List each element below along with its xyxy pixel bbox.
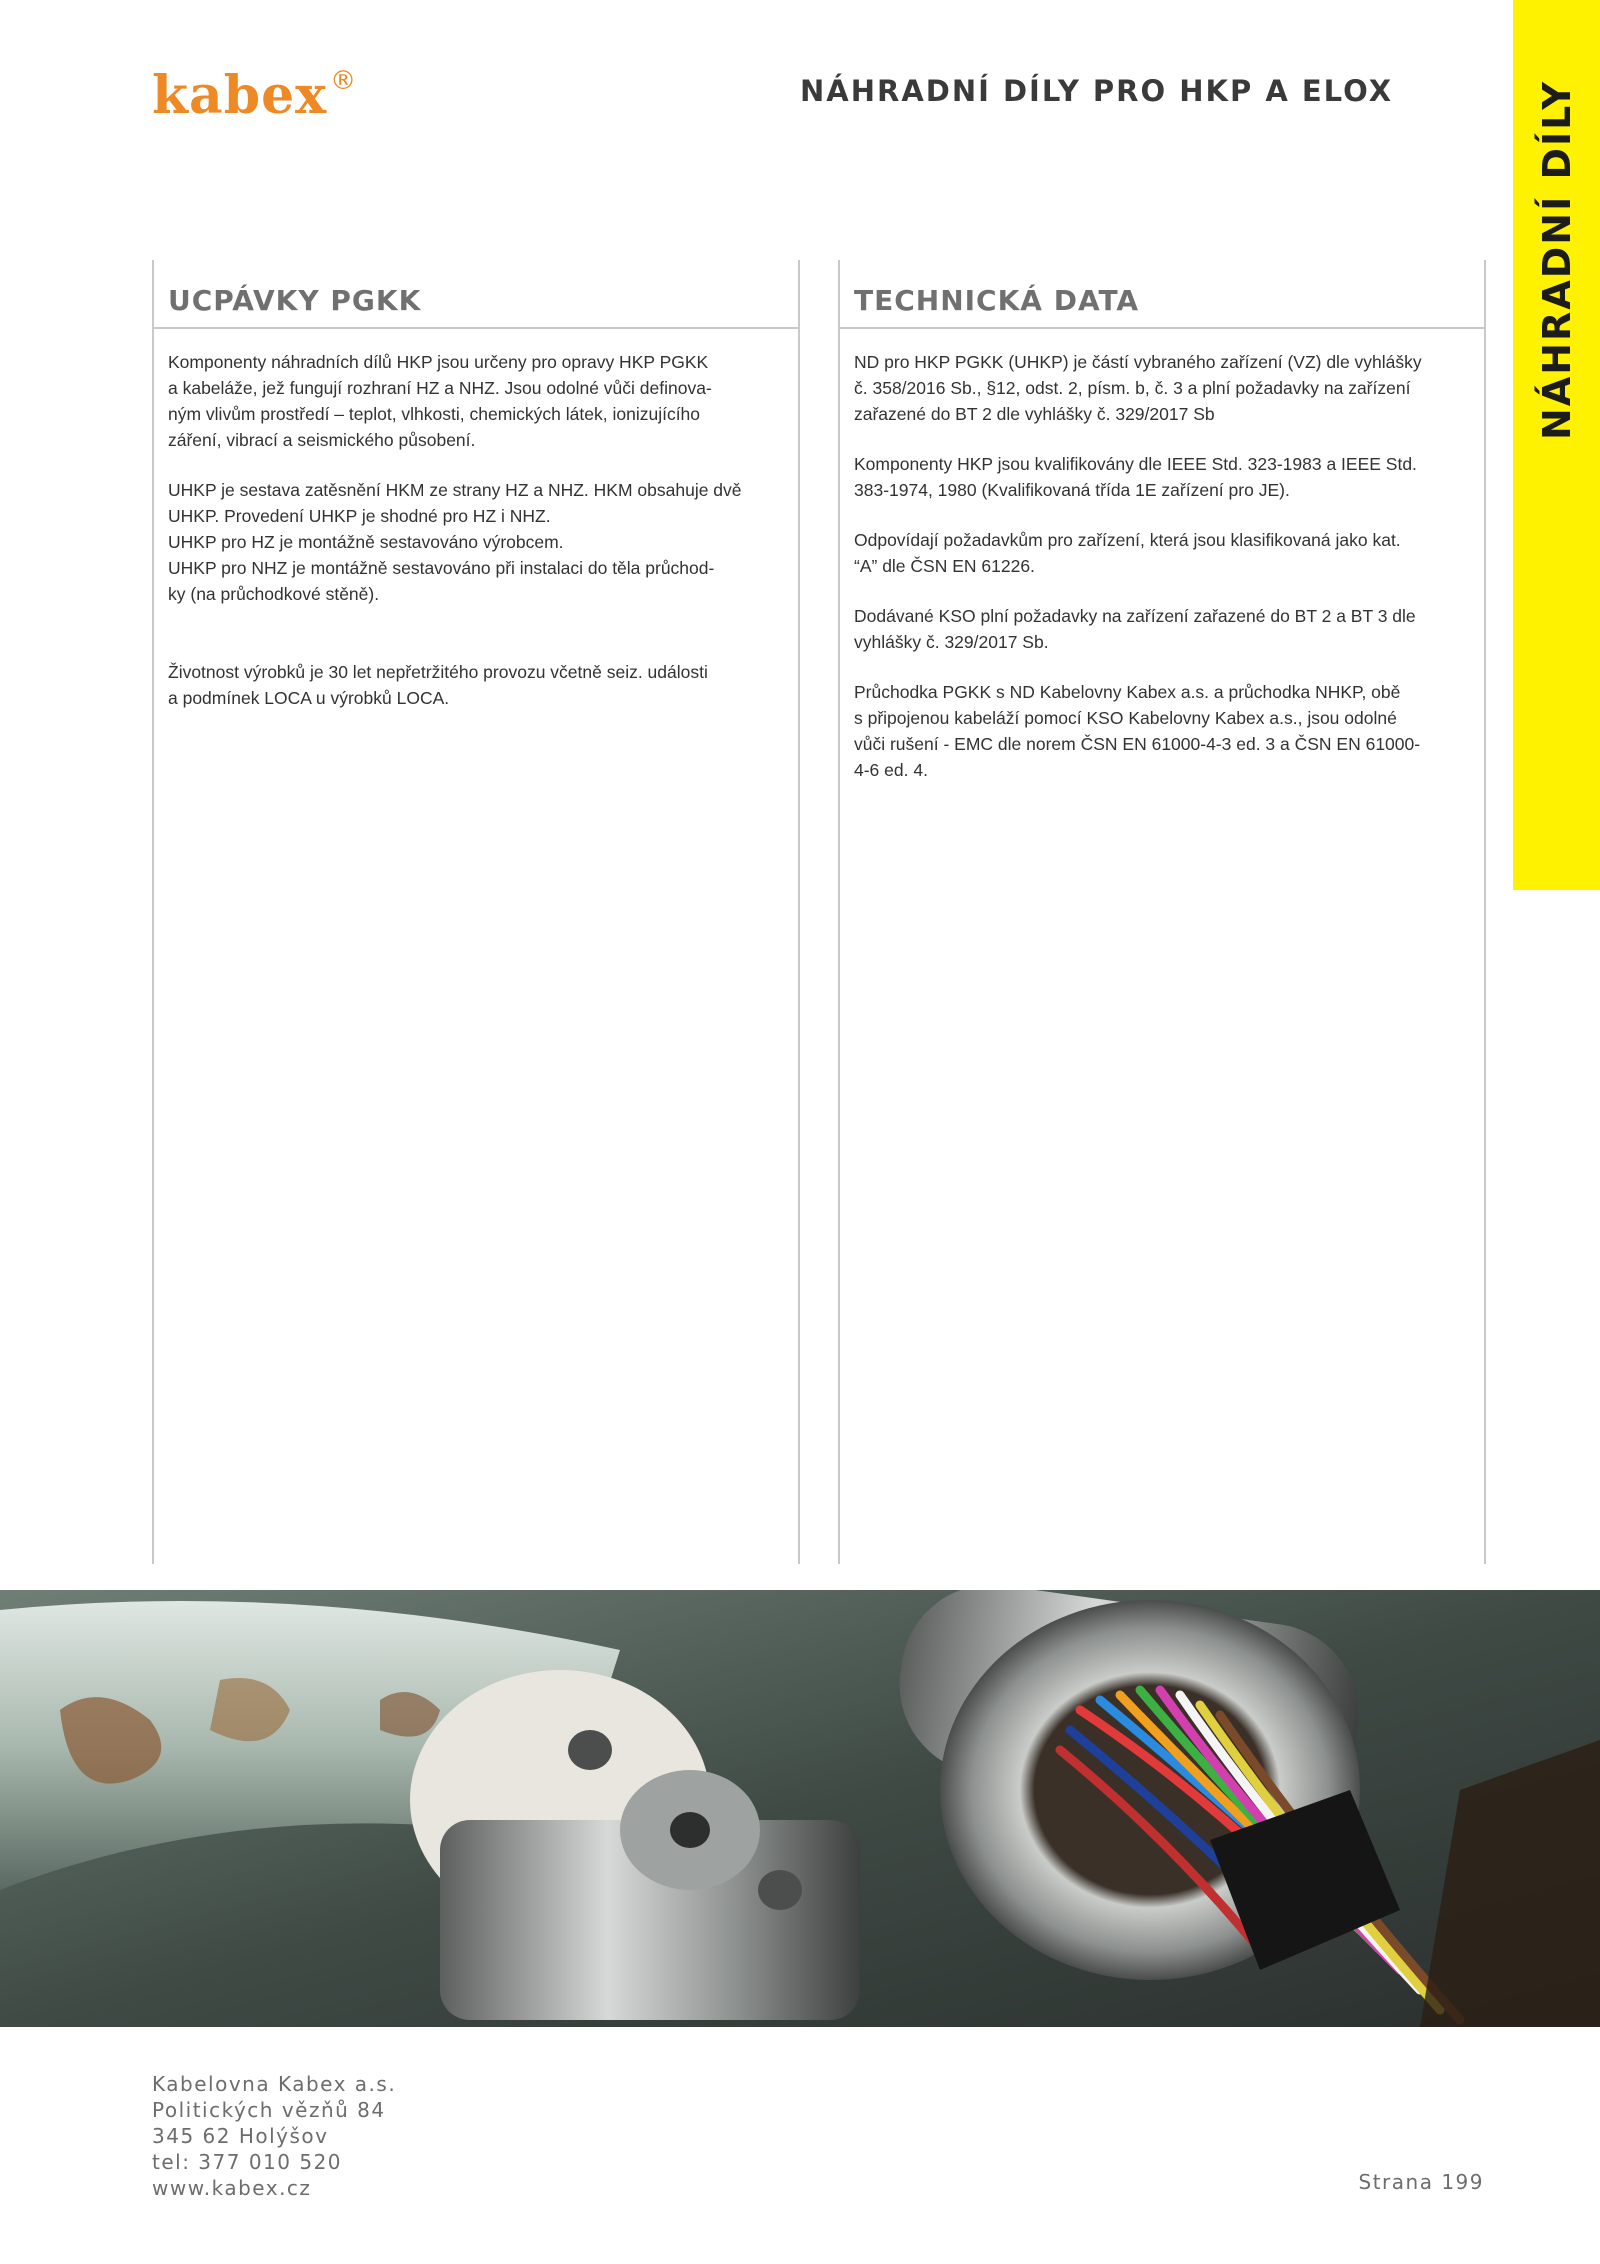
address-line: tel: 377 010 520 (152, 2150, 343, 2174)
right-paragraph: ND pro HKP PGKK (UHKP) je částí vybraného zařízení (VZ) dle vyhlášky č. 358/2016 Sb., §12, odst. 2, písm. b, č. 3 a plní požadavky na zařízení zařazené do BT 2 dle vyhlášky č. 329/2017 Sb (854, 352, 1422, 424)
address-line: Kabelovna Kabex a.s. (152, 2072, 397, 2096)
company-address (152, 2071, 396, 2201)
registered-mark: ® (330, 66, 358, 96)
page-title: NÁHRADNÍ DÍLY PRO HKP A ELOX (800, 74, 1394, 108)
right-paragraph: Komponenty HKP jsou kvalifikovány dle IEEE Std. 323-1983 a IEEE Std. 383-1974, 1980 (Kvalifikovaná třída 1E zařízení pro JE). (854, 454, 1417, 500)
left-paragraph: UHKP je sestava zatěsnění HKM ze strany HZ a NHZ. HKM obsahuje dvě UHKP. Provedení UHKP je shodné pro HZ i NHZ. UHKP pro HZ je montážně sestavováno výrobcem. UHKP pro NHZ je montážně sestavováno při instalaci do těla průchod- ky (na průchodkové stěně). (168, 480, 742, 604)
website-link[interactable]: www.kabex.cz (152, 2176, 312, 2200)
page-number: Strana 199 (1358, 2170, 1484, 2194)
kabex-logo (152, 65, 358, 126)
right-paragraph: Odpovídají požadavkům pro zařízení, která jsou klasifikovaná jako kat. “A” dle ČSN EN 61226. (854, 530, 1401, 576)
right-column-heading: TECHNICKÁ DATA (854, 284, 1140, 317)
left-column-body (154, 329, 798, 711)
section-side-tab-label: NÁHRADNÍ DÍLY (1535, 80, 1579, 440)
address-line: Politických vězňů 84 (152, 2098, 386, 2122)
left-column (152, 260, 800, 1564)
right-column-body (840, 329, 1484, 783)
right-column (838, 260, 1486, 1564)
right-paragraph: Průchodka PGKK s ND Kabelovny Kabex a.s. a průchodka NHKP, obě s připojenou kabeláží pomocí KSO Kabelovny Kabex a.s., jsou odolné vůči rušení - EMC dle norem ČSN EN 61000-4-3 ed. 3 a ČSN EN 61000- 4-6 ed. 4. (854, 682, 1421, 780)
left-column-heading: UCPÁVKY PGKK (168, 284, 422, 317)
cable-penetration-photo (0, 1590, 1600, 2027)
left-paragraph: Životnost výrobků je 30 let nepřetržitého provozu včetně seiz. události a podmínek LOCA u výrobků LOCA. (168, 662, 708, 708)
address-line: 345 62 Holýšov (152, 2124, 329, 2148)
right-paragraph: Dodávané KSO plní požadavky na zařízení zařazené do BT 2 a BT 3 dle vyhlášky č. 329/2017 Sb. (854, 606, 1416, 652)
left-paragraph: Komponenty náhradních dílů HKP jsou určeny pro opravy HKP PGKK a kabeláže, jež fungují rozhraní HZ a NHZ. Jsou odolné vůči definova- ným vlivům prostředí – teplot, vlhkosti, chemických látek, ionizujícího záření, vibrací a seismického působení. (168, 352, 712, 450)
logo-text: kabex (152, 65, 328, 126)
